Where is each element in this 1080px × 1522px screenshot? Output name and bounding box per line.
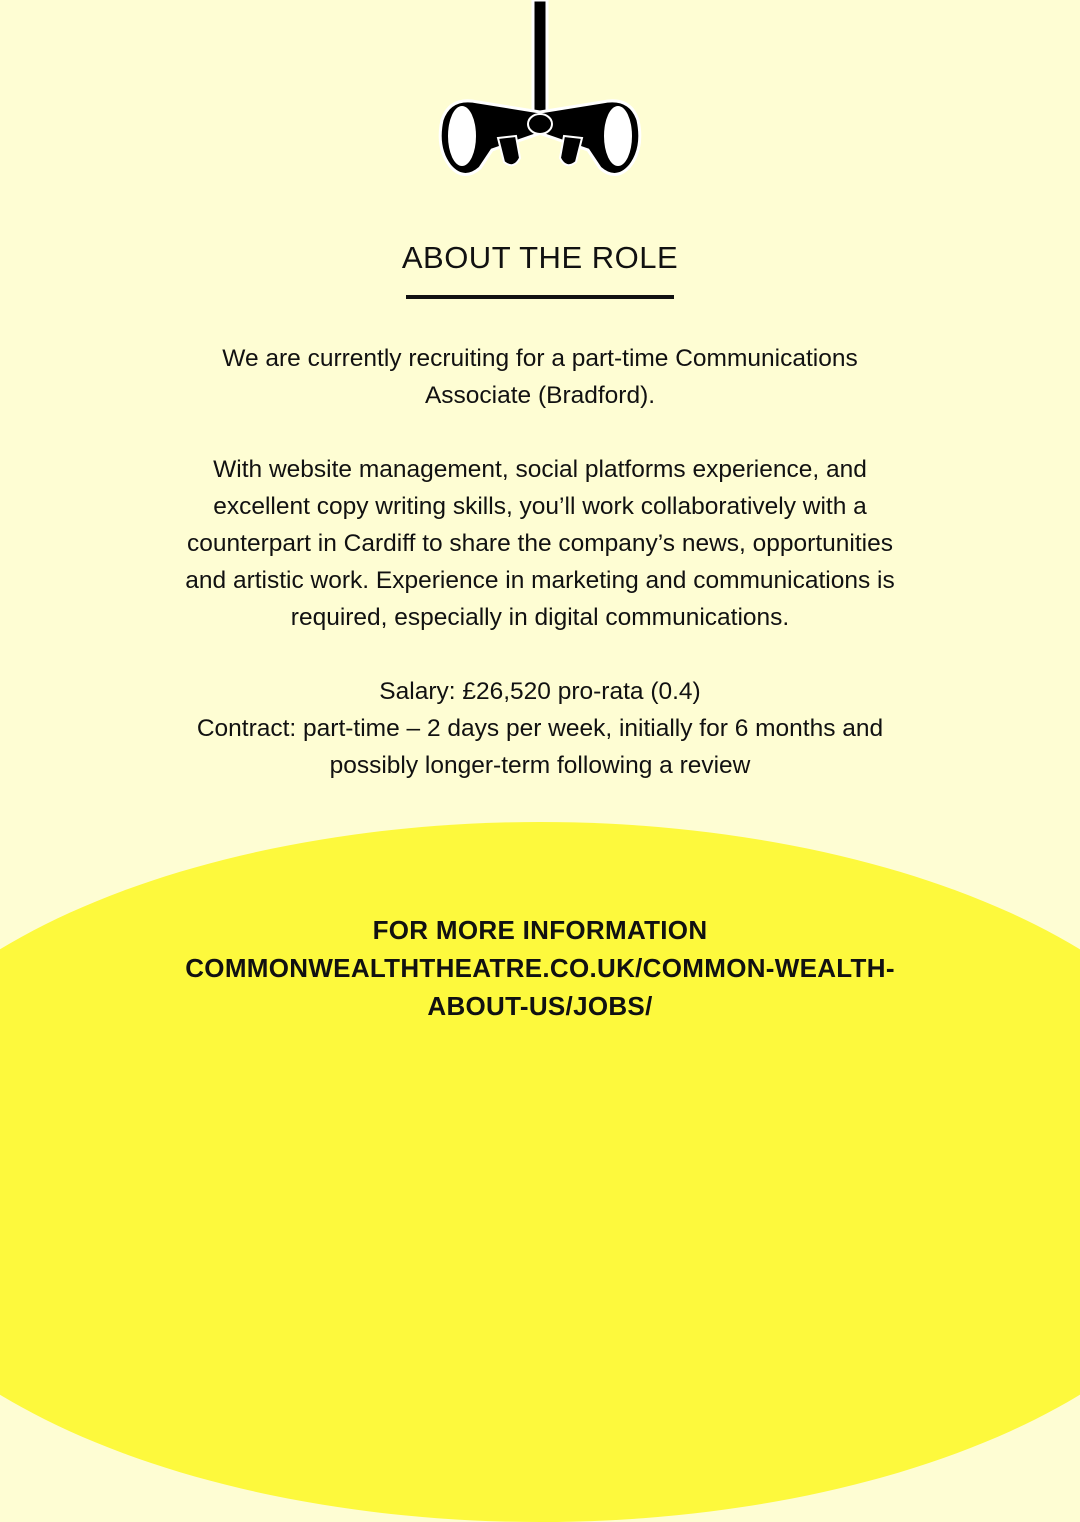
description-line-5: required, especially in digital communications. (290, 604, 790, 631)
contract-line-1: Contract: part-time – 2 days per week, initially for 6 months and (196, 715, 884, 742)
intro-line-2: Associate (Bradford). (424, 382, 656, 409)
intro-line-1: We are currently recruiting for a part-time Communications (222, 345, 858, 372)
description-line-3: counterpart in Cardiff to share the company’s news, opportunities (187, 530, 893, 557)
salary-line: Salary: £26,520 pro-rata (0.4) (379, 678, 701, 705)
paragraph-gap (110, 414, 970, 451)
more-info-callout (110, 911, 970, 1025)
description-line-1: With website management, social platforms experience, and (213, 456, 867, 483)
loudspeaker-icon (420, 0, 660, 190)
description-line-4: and artistic work. Experience in marketing and communications is (185, 567, 895, 594)
cta-url-line-1: COMMONWEALTHTHEATRE.CO.UK/COMMON-WEALTH- (185, 953, 895, 983)
contract-line-2: possibly longer-term following a review (329, 752, 751, 779)
paragraph-gap (110, 636, 970, 673)
cta-heading: FOR MORE INFORMATION (372, 915, 708, 945)
section-heading: ABOUT THE ROLE (401, 240, 679, 275)
cta-url-line-2: ABOUT-US/JOBS/ (427, 991, 653, 1021)
description-line-2: excellent copy writing skills, you’ll work collaboratively with a (213, 493, 867, 520)
heading-underline (406, 295, 674, 299)
role-description (110, 340, 970, 784)
